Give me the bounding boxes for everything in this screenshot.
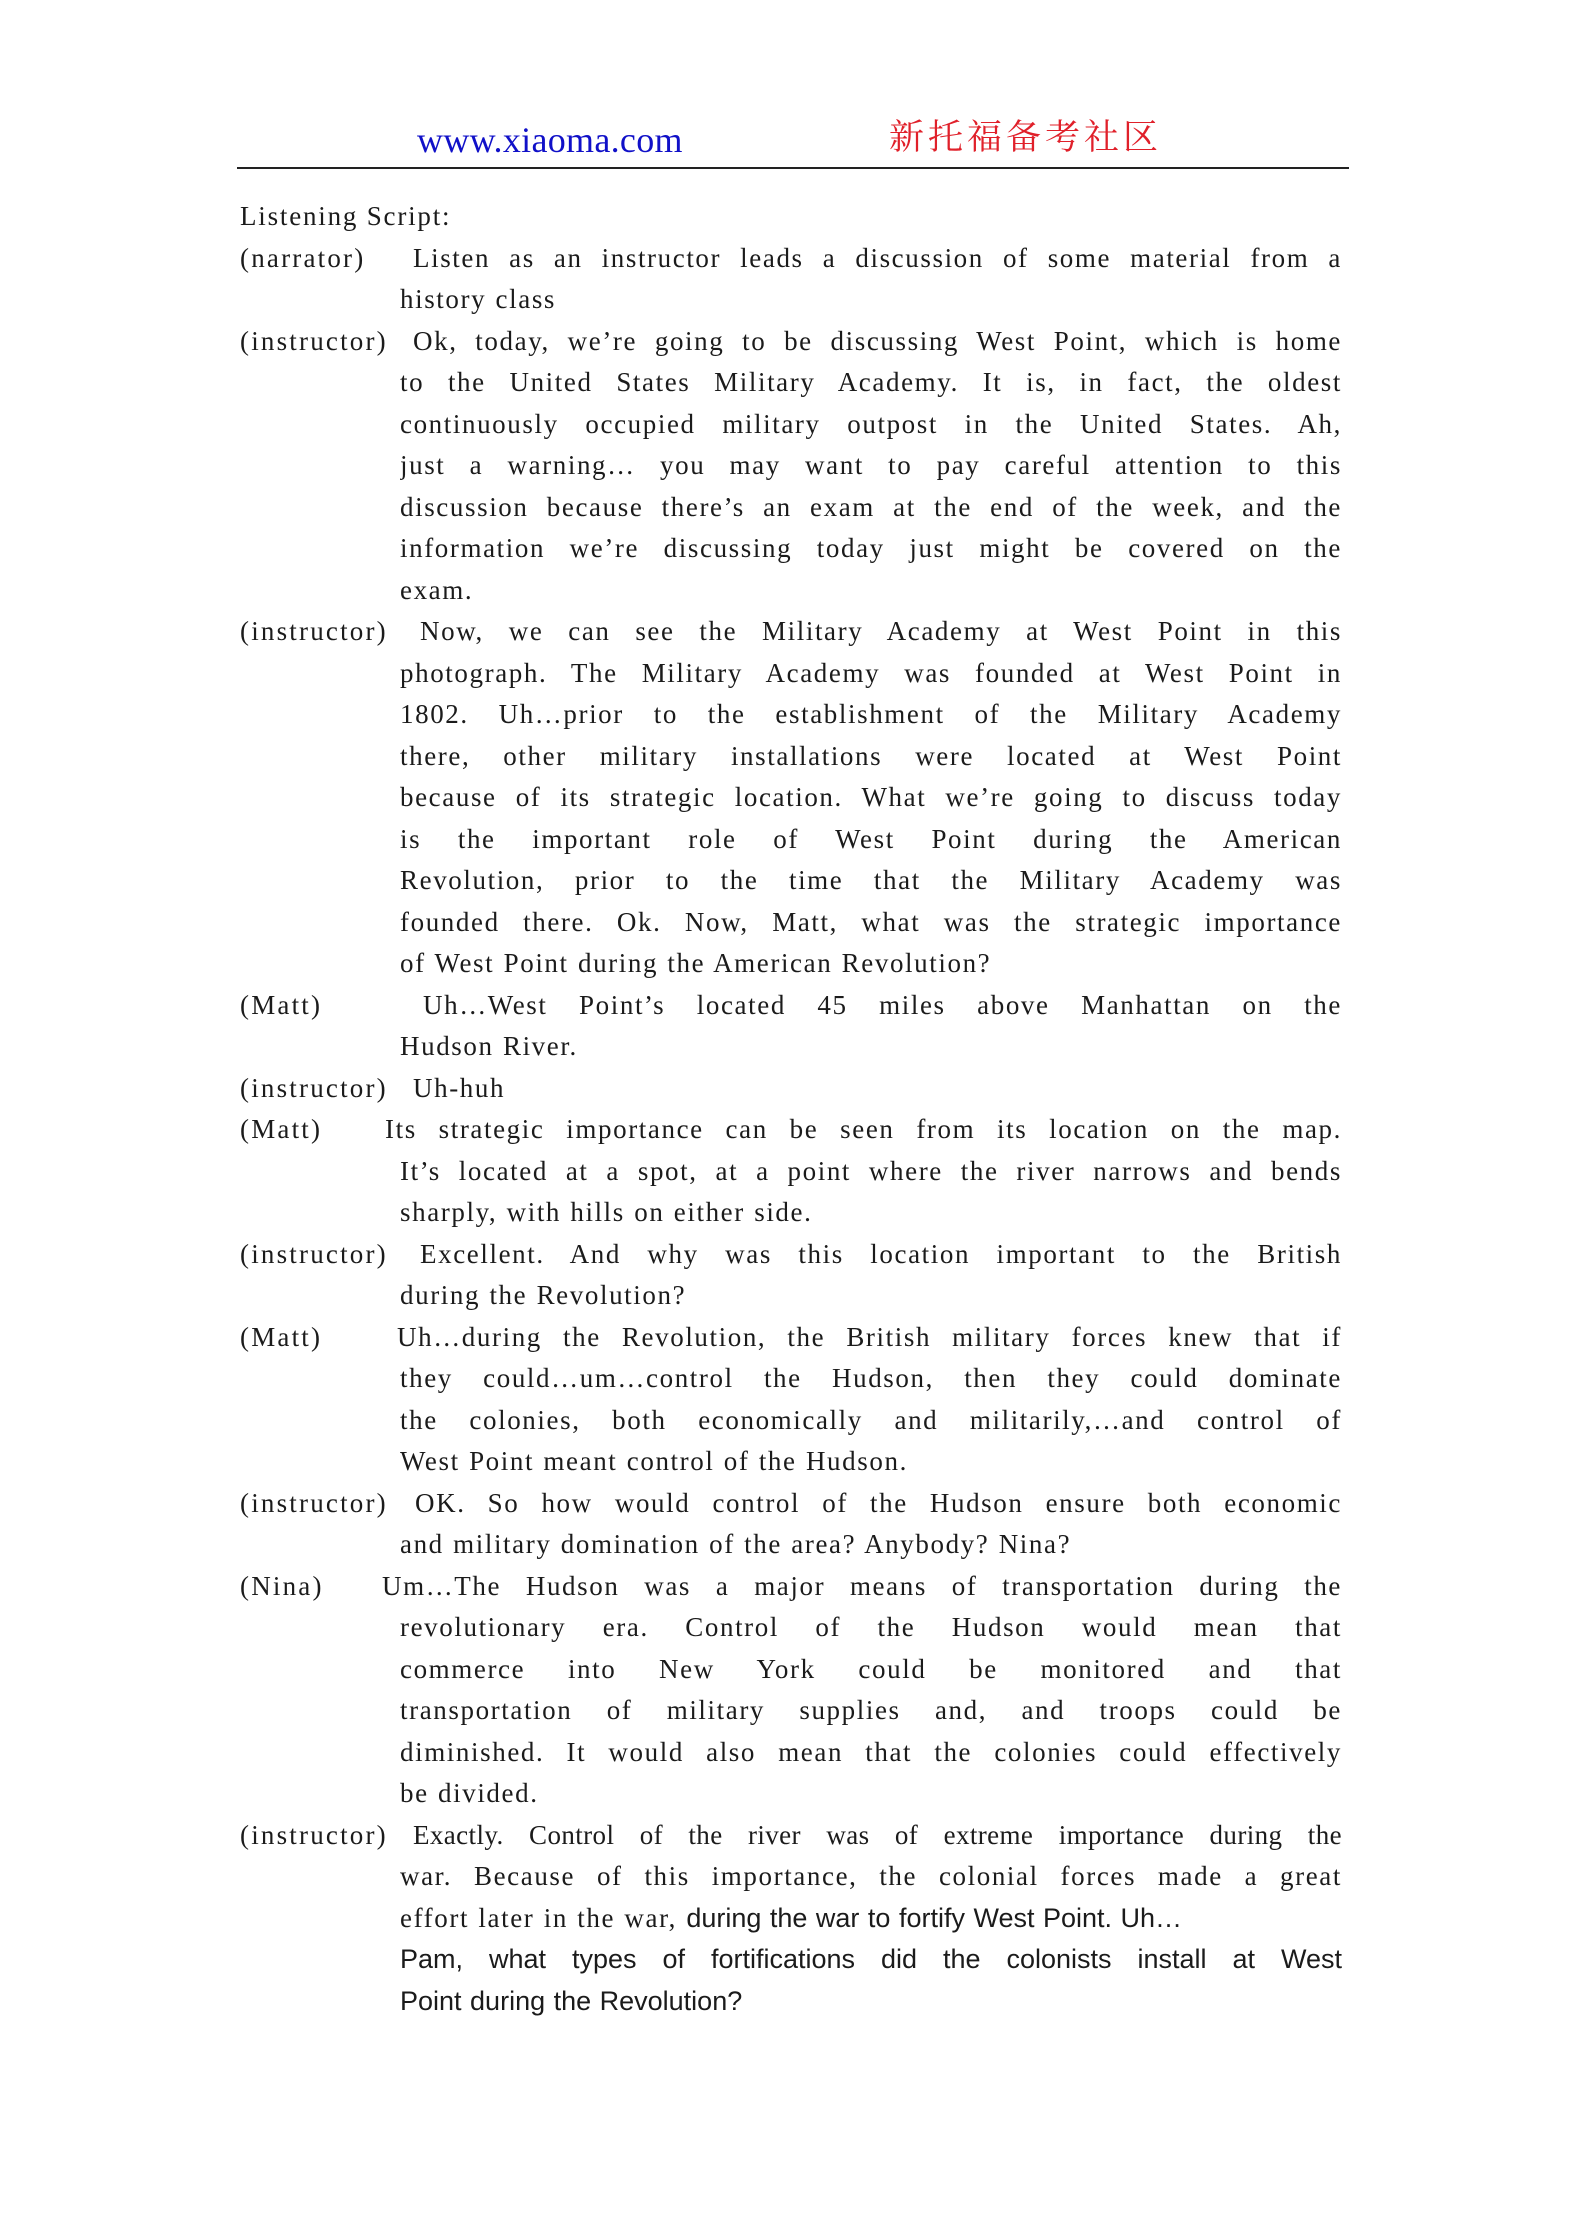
script-line: commerce into New York could be monitored and that xyxy=(400,1654,1342,1684)
script-line: information we’re discussing today just might be covered on the xyxy=(400,533,1342,563)
script-line: be divided. xyxy=(400,1778,539,1808)
script-line: 1802. Uh…prior to the establishment of the Military Academy xyxy=(400,699,1342,729)
script-line: Uh-huh xyxy=(413,1073,506,1103)
script-title: Listening Script: xyxy=(240,201,452,231)
script-line: Revolution, prior to the time that the Military Academy was xyxy=(400,865,1342,895)
script-line: Uh…during the Revolution, the British military forces knew that if xyxy=(397,1322,1342,1352)
script-line: OK. So how would control of the Hudson ensure both economic xyxy=(415,1488,1342,1518)
speaker-label: (Matt) xyxy=(240,1114,323,1144)
script-line: during the Revolution? xyxy=(400,1280,687,1310)
script-line: Pam, what types of fortifications did the colonists install at West xyxy=(400,1944,1342,1974)
script-line-serif-part: effort later in the war, xyxy=(400,1903,677,1933)
speaker-label: (instructor) xyxy=(240,326,388,356)
script-line: revolutionary era. Control of the Hudson would mean that xyxy=(400,1612,1342,1642)
speaker-label: (Nina) xyxy=(240,1571,324,1601)
script-line: they could…um…control the Hudson, then they could dominate xyxy=(400,1363,1342,1393)
script-line: just a warning… you may want to pay careful attention to this xyxy=(400,450,1342,480)
script-line: of West Point during the American Revolution? xyxy=(400,948,992,978)
script-line: to the United States Military Academy. It is, in fact, the oldest xyxy=(400,367,1342,397)
script-line: is the important role of West Point during the American xyxy=(400,824,1342,854)
script-line-sans-part: during the war to fortify West Point. Uh… xyxy=(686,1903,1183,1933)
site-name: 新托福备考社区 xyxy=(889,118,1163,158)
script-line: Exactly. Control of the river was of extreme importance during the xyxy=(413,1820,1342,1850)
script-line: It’s located at a spot, at a point where the river narrows and bends xyxy=(400,1156,1342,1186)
speaker-label: (instructor) xyxy=(240,1073,388,1103)
speaker-label: (narrator) xyxy=(240,243,366,273)
script-line: Its strategic importance can be seen from its location on the map. xyxy=(385,1114,1342,1144)
script-line: diminished. It would also mean that the colonies could effectively xyxy=(400,1737,1342,1767)
speaker-label: (instructor) xyxy=(240,1488,388,1518)
script-line: exam. xyxy=(400,575,474,605)
script-line: because of its strategic location. What we’re going to discuss today xyxy=(400,782,1342,812)
speaker-label: (instructor) xyxy=(240,1239,388,1269)
script-line: Now, we can see the Military Academy at West Point in this xyxy=(420,616,1342,646)
speaker-label: (Matt) xyxy=(240,1322,323,1352)
script-line: West Point meant control of the Hudson. xyxy=(400,1446,908,1476)
script-line: Uh…West Point’s located 45 miles above Manhattan on the xyxy=(423,990,1342,1020)
script-line: transportation of military supplies and, and troops could be xyxy=(400,1695,1342,1725)
script-line: continuously occupied military outpost in the United States. Ah, xyxy=(400,409,1342,439)
script-line: history class xyxy=(400,284,557,314)
speaker-label: (Matt) xyxy=(240,990,323,1020)
script-line: and military domination of the area? Anybody? Nina? xyxy=(400,1529,1072,1559)
script-line: photograph. The Military Academy was founded at West Point in xyxy=(400,658,1342,688)
script-line: there, other military installations were located at West Point xyxy=(400,741,1342,771)
script-line: war. Because of this importance, the colonial forces made a great xyxy=(400,1861,1342,1891)
script-line: founded there. Ok. Now, Matt, what was the strategic importance xyxy=(400,907,1342,937)
script-line: Ok, today, we’re going to be discussing West Point, which is home xyxy=(413,326,1342,356)
script-line: discussion because there’s an exam at the end of the week, and the xyxy=(400,492,1342,522)
script-line: Excellent. And why was this location important to the British xyxy=(420,1239,1342,1269)
script-line: Point during the Revolution? xyxy=(400,1986,743,2016)
script-line: Um…The Hudson was a major means of transportation during the xyxy=(382,1571,1342,1601)
script-line: Listen as an instructor leads a discussion of some material from a xyxy=(413,243,1342,273)
script-line xyxy=(400,1898,1342,1938)
script-line: Hudson River. xyxy=(400,1031,578,1061)
speaker-label: (instructor) xyxy=(240,616,388,646)
site-url[interactable]: www.xiaoma.com xyxy=(417,120,683,160)
script-line: sharply, with hills on either side. xyxy=(400,1197,813,1227)
script-line: the colonies, both economically and militarily,…and control of xyxy=(400,1405,1342,1435)
speaker-label: (instructor) xyxy=(240,1820,388,1850)
